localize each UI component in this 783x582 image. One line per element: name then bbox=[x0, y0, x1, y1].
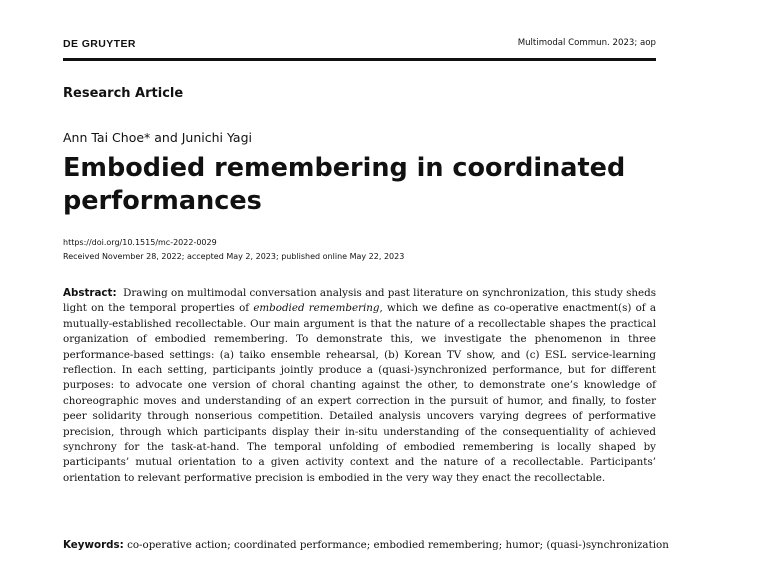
abstract-label: Abstract: bbox=[63, 287, 117, 299]
keywords bbox=[63, 538, 669, 553]
page-header bbox=[63, 36, 656, 54]
abstract-text-part-2: , which we define as co-operative enactment(s) of a mutually-established recollectable. Our main argument is that the nature of a recollectable shapes the practical organization of embodied remembering. To demonstrate this, we investigate the phenomenon in three performance-based settings: (a) taiko ensemble rehearsal, (b) Korean TV show, and (c) ESL service-learning reflection. In each setting, participants jointly produce a (quasi-)synchronized performance, but for different purposes: to advocate one version of choral chanting against the other, to demonstrate one’s knowledge of choreographic moves and understanding of an expert correction in the pursuit of humor, and finally, to foster peer solidarity through nonserious competition. Detailed analysis uncovers varying degrees of performative precision, through which participants display their in-situ understanding of the consequentiality of achieved synchrony for the task-at-hand. The temporal unfolding of embodied remembering is locally shaped by participants’ mutual orientation to a given activity context and the nature of a recollectable. Participants’ orientation to relevant performative precision is embodied in the very way they enact the recollectable. bbox=[63, 302, 656, 484]
doi-link[interactable]: https://doi.org/10.1515/mc-2022-0029 bbox=[63, 238, 217, 247]
publication-dates: Received November 28, 2022; accepted May 2, 2023; published online May 22, 2023 bbox=[63, 252, 405, 261]
article-meta bbox=[63, 236, 404, 264]
keywords-label: Keywords: bbox=[63, 539, 124, 551]
keywords-text: co-operative action; coordinated performance; embodied remembering; humor; (quasi-)synchronization bbox=[127, 539, 669, 551]
publisher-name: DE GRUYTER bbox=[63, 38, 136, 50]
abstract-emphasis: embodied remembering bbox=[253, 302, 380, 315]
article-title: Embodied remembering in coordinated performances bbox=[63, 153, 626, 216]
article-type: Research Article bbox=[63, 86, 184, 101]
abstract bbox=[63, 286, 656, 486]
article-page bbox=[63, 0, 669, 582]
authors: Ann Tai Choe* and Junichi Yagi bbox=[63, 130, 252, 145]
journal-reference: Multimodal Commun. 2023; aop bbox=[517, 38, 656, 48]
abstract-text-part-1: Drawing on multimodal conversation analysis and past literature on synchronization, this study sheds light on the temporal properties of bbox=[63, 287, 657, 315]
header-rule bbox=[63, 58, 656, 61]
